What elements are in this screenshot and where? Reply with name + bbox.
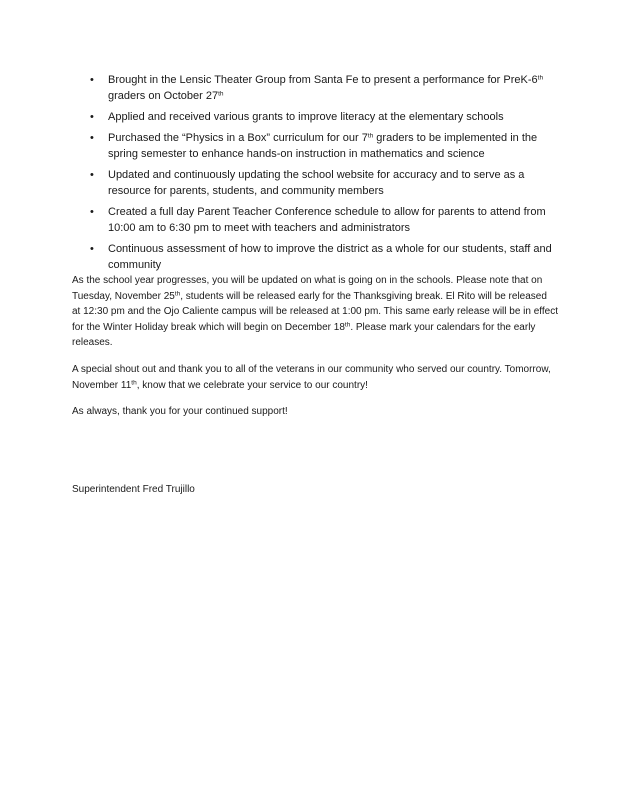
bullet-icon: • [90, 206, 94, 218]
list-item: • Updated and continuously updating the school website for accuracy and to serve as a resource for parents, students, and community members [90, 169, 525, 197]
list-item: • Brought in the Lensic Theater Group from Santa Fe to present a performance for PreK-6th graders on October 27th [90, 74, 544, 102]
list-item: • Created a full day Parent Teacher Conference schedule to allow for parents to attend from 10:00 am to 6:30 pm to meet with teachers and administrators [90, 206, 546, 234]
bullet-icon: • [90, 74, 94, 86]
bullet-icon: • [90, 169, 94, 181]
list-item: • Purchased the “Physics in a Box” curriculum for our 7th graders to be implemented in the spring semester to enhance hands-on instruction in mathematics and science [90, 132, 538, 160]
early-release-paragraph: As the school year progresses, you will be updated on what is going on in the schools. Please note that on Tuesday, November 25th, students will be released early for the Thanksgiving break. El Rito will be released at 12:30 pm and the Ojo Caliente campus will be released at 1:00 pm. This same early release will be in effect for the Winter Holiday break which will begin on December 18th. Please mark your calendars for the early releases. [72, 275, 559, 348]
veterans-paragraph: A special shout out and thank you to all of the veterans in our community who served our country. Tomorrow, November 11th, know that we celebrate your service to our country! [72, 364, 551, 391]
bullet-icon: • [90, 111, 94, 123]
bullet-icon: • [90, 243, 94, 255]
accomplishments-list [90, 72, 560, 278]
closing-line: As always, thank you for your continued support! [72, 406, 288, 417]
list-item: • Continuous assessment of how to improve the district as a whole for our students, staff and community [90, 243, 552, 271]
signature: Superintendent Fred Trujillo [72, 484, 195, 495]
list-item: • Applied and received various grants to improve literacy at the elementary schools [90, 111, 504, 123]
bullet-icon: • [90, 132, 94, 144]
